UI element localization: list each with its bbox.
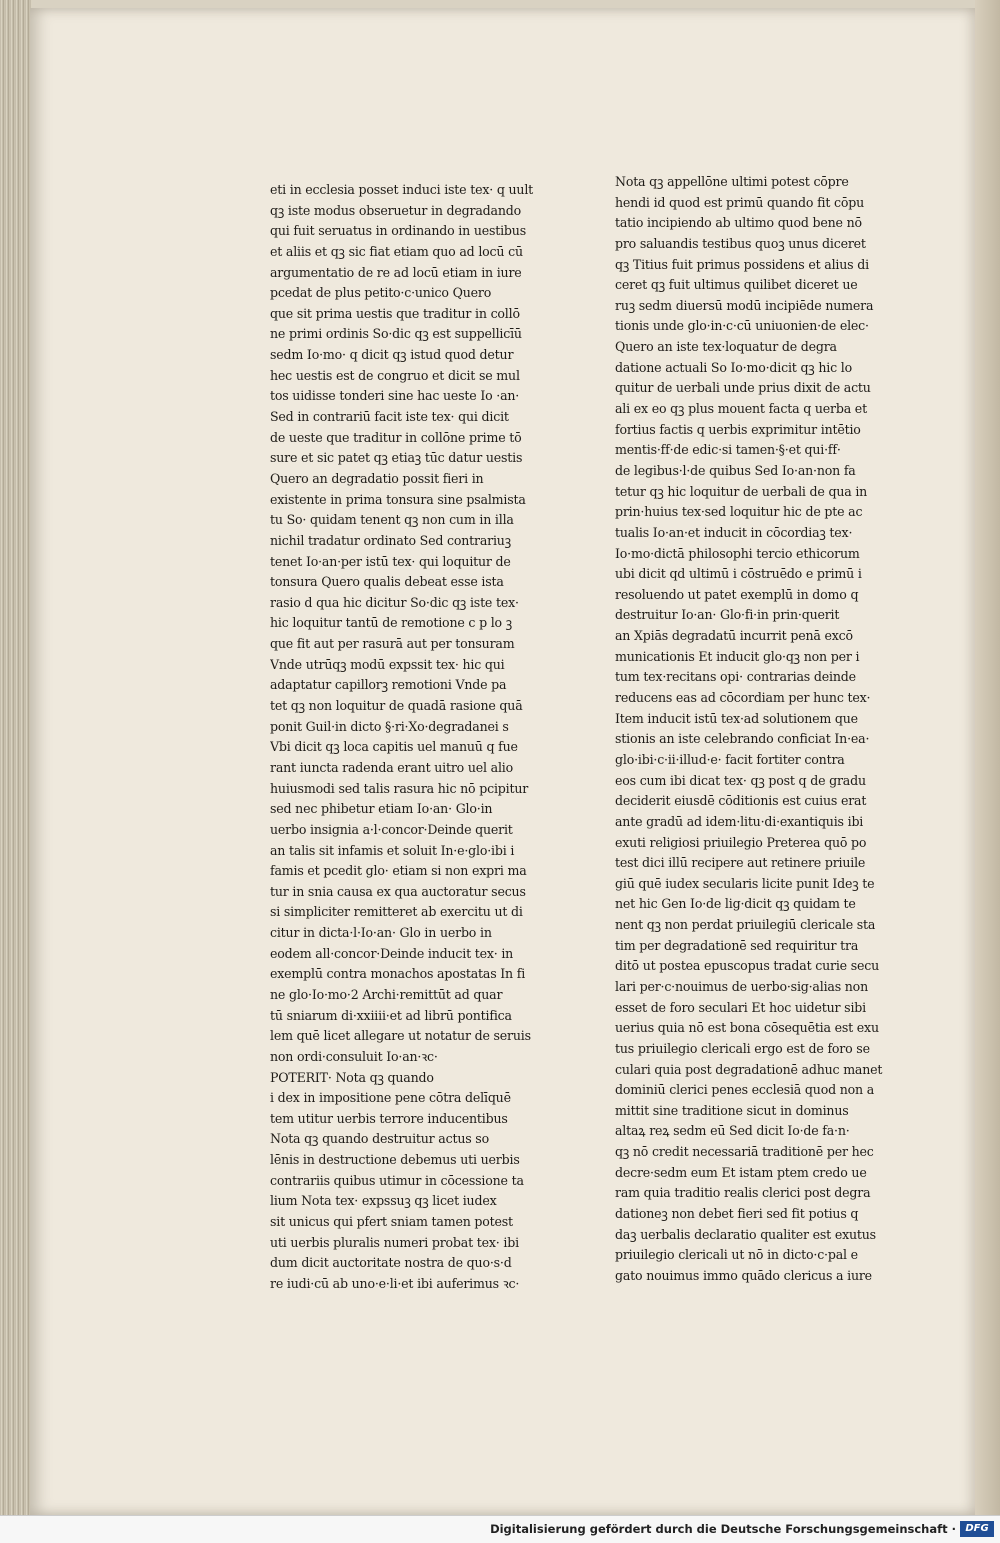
text-line: tonsura Quero qualis debeat esse ista bbox=[270, 574, 504, 590]
text-line: test dici illū recipere aut retinere priuile bbox=[615, 855, 866, 871]
text-line: exemplū contra monachos apostatas In fi bbox=[270, 966, 526, 982]
text-line: lēnis in destructione debemus uti uerbis bbox=[270, 1152, 520, 1168]
text-line: dum dicit auctoritate nostra de quo·s·d bbox=[270, 1255, 512, 1271]
text-line: ubi dicit qd ultimū i cōstruēdo e primū i bbox=[615, 566, 862, 582]
text-line: uerbo insignia a·l·concor·Deinde querit bbox=[270, 821, 513, 837]
text-line: famis et pcedit glo· etiam si non expri ma bbox=[270, 863, 527, 879]
text-line: destruitur Io·an· Glo·fi·in prin·querit bbox=[615, 607, 840, 623]
text-line: si simpliciter remitteret ab exercitu ut di bbox=[270, 904, 523, 920]
digitization-footer bbox=[0, 1515, 1000, 1543]
text-line: uerius quia nō est bona cōsequētia est exu bbox=[615, 1020, 879, 1036]
text-line: net hic Gen Io·de lig·dicit qꝫ quidam te bbox=[615, 896, 856, 912]
text-line: dationeꝫ non debet fieri sed fit potius q bbox=[615, 1206, 859, 1222]
text-line: fortius factis q uerbis exprimitur intētio bbox=[615, 421, 861, 437]
text-line: ne glo·Io·mo·2 Archi·remittūt ad quar bbox=[270, 986, 503, 1002]
text-line: de ueste que traditur in collōne prime tō bbox=[270, 429, 522, 445]
text-line: ditō ut postea epuscopus tradat curie secu bbox=[615, 958, 879, 974]
text-line: ruꝫ sedm diuersū modū incipiēde numera bbox=[615, 297, 874, 313]
text-line: lari per·c·nouimus de uerbo·sig·alias non bbox=[615, 978, 868, 994]
text-line: ali ex eo qꝫ plus mouent facta q uerba et bbox=[615, 401, 867, 417]
text-line: Quero an iste tex·loquatur de degra bbox=[615, 339, 837, 355]
text-line: tus priuilegio clericali ergo est de foro se bbox=[615, 1040, 870, 1056]
text-line: exuti religiosi priuilegio Preterea quō po bbox=[615, 834, 867, 850]
text-line: prin·huius tex·sed loquitur hic de pte ac bbox=[615, 504, 863, 520]
text-line: municationis Et inducit glo·qꝫ non per i bbox=[615, 648, 860, 664]
text-line: dominiū clerici penes ecclesiā quod non a bbox=[615, 1082, 875, 1098]
text-line: Nota qꝫ quando destruitur actus so bbox=[270, 1131, 489, 1147]
text-line: ceret qꝫ fuit ultimus quilibet diceret ue bbox=[615, 277, 858, 293]
text-line: altaꝝ reꝝ sedm eū Sed dicit Io·de fa·n· bbox=[615, 1123, 850, 1139]
text-line: existente in prima tonsura sine psalmista bbox=[270, 491, 526, 507]
text-line: datione actuali So Io·mo·dicit qꝫ hic lo bbox=[615, 359, 852, 375]
text-line: stionis an iste celebrando conficiat In·ea· bbox=[615, 731, 870, 747]
text-line: que fit aut per rasurā aut per tonsuram bbox=[270, 636, 515, 652]
text-line: re iudi·cū ab uno·e·li·et ibi auferimus ꝛc· bbox=[270, 1275, 520, 1291]
text-line: mentis·ff·de edic·si tamen·§·et qui·ff· bbox=[615, 442, 841, 458]
text-line: pcedat de plus petito·c·unico Quero bbox=[270, 285, 492, 301]
text-line: sed nec phibetur etiam Io·an· Glo·in bbox=[270, 801, 493, 817]
text-line: tum tex·recitans opi· contrarias deinde bbox=[615, 669, 856, 685]
text-line: eti in ecclesia posset induci iste tex· q uult bbox=[270, 182, 534, 197]
text-line: argumentatio de re ad locū etiam in iure bbox=[270, 264, 522, 280]
text-line: nichil tradatur ordinato Sed contrariuꝫ bbox=[270, 532, 511, 548]
text-line: nent qꝫ non perdat priuilegiū clericale sta bbox=[615, 917, 876, 933]
book-page-edges bbox=[0, 0, 32, 1515]
text-line: lem quē licet allegare ut notatur de seruis bbox=[270, 1028, 531, 1044]
dfg-logo-icon: DFG bbox=[960, 1521, 994, 1537]
text-line: lium Nota tex· expssuꝫ qꝫ licet iudex bbox=[270, 1193, 497, 1209]
text-line: huiusmodi sed talis rasura hic nō pcipitur bbox=[270, 780, 529, 796]
text-line: sit unicus qui pfert sniam tamen potest bbox=[270, 1214, 513, 1230]
right-text-column bbox=[615, 172, 900, 1287]
text-line: ram quia traditio realis clerici post degra bbox=[615, 1185, 871, 1201]
text-line: et aliis et qꝫ sic fiat etiam quo ad locū cū bbox=[270, 243, 523, 259]
text-line: giū quē iudex secularis licite punit Ideꝫ te bbox=[615, 875, 875, 891]
left-text-column bbox=[270, 180, 560, 1295]
text-line: decre·sedm eum Et istam ptem credo ue bbox=[615, 1164, 867, 1180]
text-line: qꝫ Titius fuit primus possidens et alius di bbox=[615, 256, 869, 272]
text-line: citur in dicta·l·Io·an· Glo in uerbo in bbox=[270, 925, 492, 941]
text-line: uti uerbis pluralis numeri probat tex· ibi bbox=[270, 1234, 519, 1250]
text-line: tu So· quidam tenent qꝫ non cum in illa bbox=[270, 512, 514, 528]
text-line: ponit Guil·in dicto §·ri·Xo·degradanei s bbox=[270, 718, 509, 734]
text-line: Vbi dicit qꝫ loca capitis uel manuū q fue bbox=[270, 739, 518, 755]
text-line: qui fuit seruatus in ordinando in uestibus bbox=[270, 223, 526, 239]
text-line: hec uestis est de congruo et dicit se mul bbox=[270, 367, 520, 383]
text-line: tet qꝫ non loquitur de quadā rasione quā bbox=[270, 698, 523, 714]
text-line: an talis sit infamis et soluit In·e·glo·ibi i bbox=[270, 842, 515, 858]
text-line: mittit sine traditione sicut in dominus bbox=[615, 1102, 849, 1118]
text-line: deciderit eiusdē cōditionis est cuius erat bbox=[615, 793, 867, 809]
text-line: ne primi ordinis So·dic qꝫ est suppellicīū bbox=[270, 326, 522, 342]
text-line: priuilegio clericali ut nō in dicto·c·pal e bbox=[615, 1247, 858, 1263]
text-line: Sed in contrariū facit iste tex· qui dicit bbox=[270, 409, 509, 425]
text-line: tos uidisse tonderi sine hac ueste Io ·an· bbox=[270, 388, 520, 404]
text-line: sure et sic patet qꝫ etiaꝫ tūc datur uestis bbox=[270, 450, 523, 466]
page-gutter-edge bbox=[975, 0, 1000, 1515]
text-line: esset de foro seculari Et hoc uidetur sibi bbox=[615, 999, 866, 1015]
text-line: tionis unde glo·in·c·cū uniuonien·de elec· bbox=[615, 318, 869, 334]
text-line: pro saluandis testibus quoꝫ unus diceret bbox=[615, 235, 866, 251]
text-line: i dex in impositione pene cōtra delīquē bbox=[270, 1090, 511, 1106]
text-line: tatio incipiendo ab ultimo quod bene nō bbox=[615, 215, 862, 231]
text-line: rant iuncta radenda erant uitro uel alio bbox=[270, 759, 514, 775]
text-line: Quero an degradatio possit fieri in bbox=[270, 470, 484, 486]
text-line: ante gradū ad idem·litu·di·exantiquis ibi bbox=[615, 813, 864, 829]
text-line: hendi id quod est primū quando fit cōpu bbox=[615, 194, 865, 210]
text-line: Vnde utrūqꝫ modū expssit tex· hic qui bbox=[270, 656, 505, 672]
text-line: tū sniarum di·xxiiii·et ad librū pontifica bbox=[270, 1007, 512, 1023]
text-line: qꝫ iste modus obseruetur in degradando bbox=[270, 202, 521, 218]
text-line: hic loquitur tantū de remotione c p lo ꝫ bbox=[270, 615, 512, 631]
text-line: Io·mo·dictā philosophi tercio ethicorum bbox=[615, 545, 860, 561]
text-line: non ordi·consuluit Io·an·ꝛc· bbox=[270, 1048, 438, 1064]
text-line: culari quia post degradationē adhuc manet bbox=[615, 1061, 883, 1077]
text-line: quitur de uerbali unde prius dixit de actu bbox=[615, 380, 871, 396]
text-line: tur in snia causa ex qua auctoratur secus bbox=[270, 883, 526, 899]
text-line: glo·ibi·c·ii·illud·e· facit fortiter contra bbox=[615, 751, 845, 767]
text-line: tim per degradationē sed requiritur tra bbox=[615, 937, 859, 953]
text-line: an Xpiās degradatū incurrit penā excō bbox=[615, 628, 853, 644]
text-line: adaptatur capillorꝫ remotioni Vnde pa bbox=[270, 677, 507, 693]
text-line: tem utitur uerbis terrore inducentibus bbox=[270, 1110, 508, 1126]
text-line: tenet Io·an·per istū tex· qui loquitur de bbox=[270, 553, 511, 569]
text-line: eodem all·concor·Deinde inducit tex· in bbox=[270, 945, 514, 961]
text-line: de legibus·l·de quibus Sed Io·an·non fa bbox=[615, 462, 856, 478]
funding-credit-text: Digitalisierung gefördert durch die Deutsche Forschungsgemeinschaft · bbox=[490, 1522, 956, 1536]
text-line: gato nouimus immo quādo clericus a iure bbox=[615, 1267, 872, 1283]
text-line: que sit prima uestis que traditur in collō bbox=[270, 305, 520, 321]
text-line: eos cum ibi dicat tex· qꝫ post q de gradu bbox=[615, 772, 866, 788]
text-line: sedm Io·mo· q dicit qꝫ istud quod detur bbox=[270, 347, 514, 363]
text-line: Nota qꝫ appellōne ultimi potest cōpre bbox=[615, 174, 849, 189]
text-line: Item inducit istū tex·ad solutionem que bbox=[615, 710, 858, 726]
text-line: tetur qꝫ hic loquitur de uerbali de qua in bbox=[615, 483, 868, 499]
text-line: qꝫ nō credit necessariā traditionē per hec bbox=[615, 1144, 874, 1160]
text-line: daꝫ uerbalis declaratio qualiter est exutus bbox=[615, 1226, 876, 1242]
text-line: contrariis quibus utimur in cōcessione ta bbox=[270, 1172, 524, 1188]
text-line: reducens eas ad cōcordiam per hunc tex· bbox=[615, 690, 871, 706]
text-line: resoluendo ut patet exemplū in domo q bbox=[615, 586, 859, 602]
text-line: tualis Io·an·et inducit in cōcordiaꝫ tex· bbox=[615, 524, 853, 540]
text-line: POTERIT· Nota qꝫ quando bbox=[270, 1069, 434, 1085]
text-line: rasio d qua hic dicitur So·dic qꝫ iste tex· bbox=[270, 594, 519, 610]
